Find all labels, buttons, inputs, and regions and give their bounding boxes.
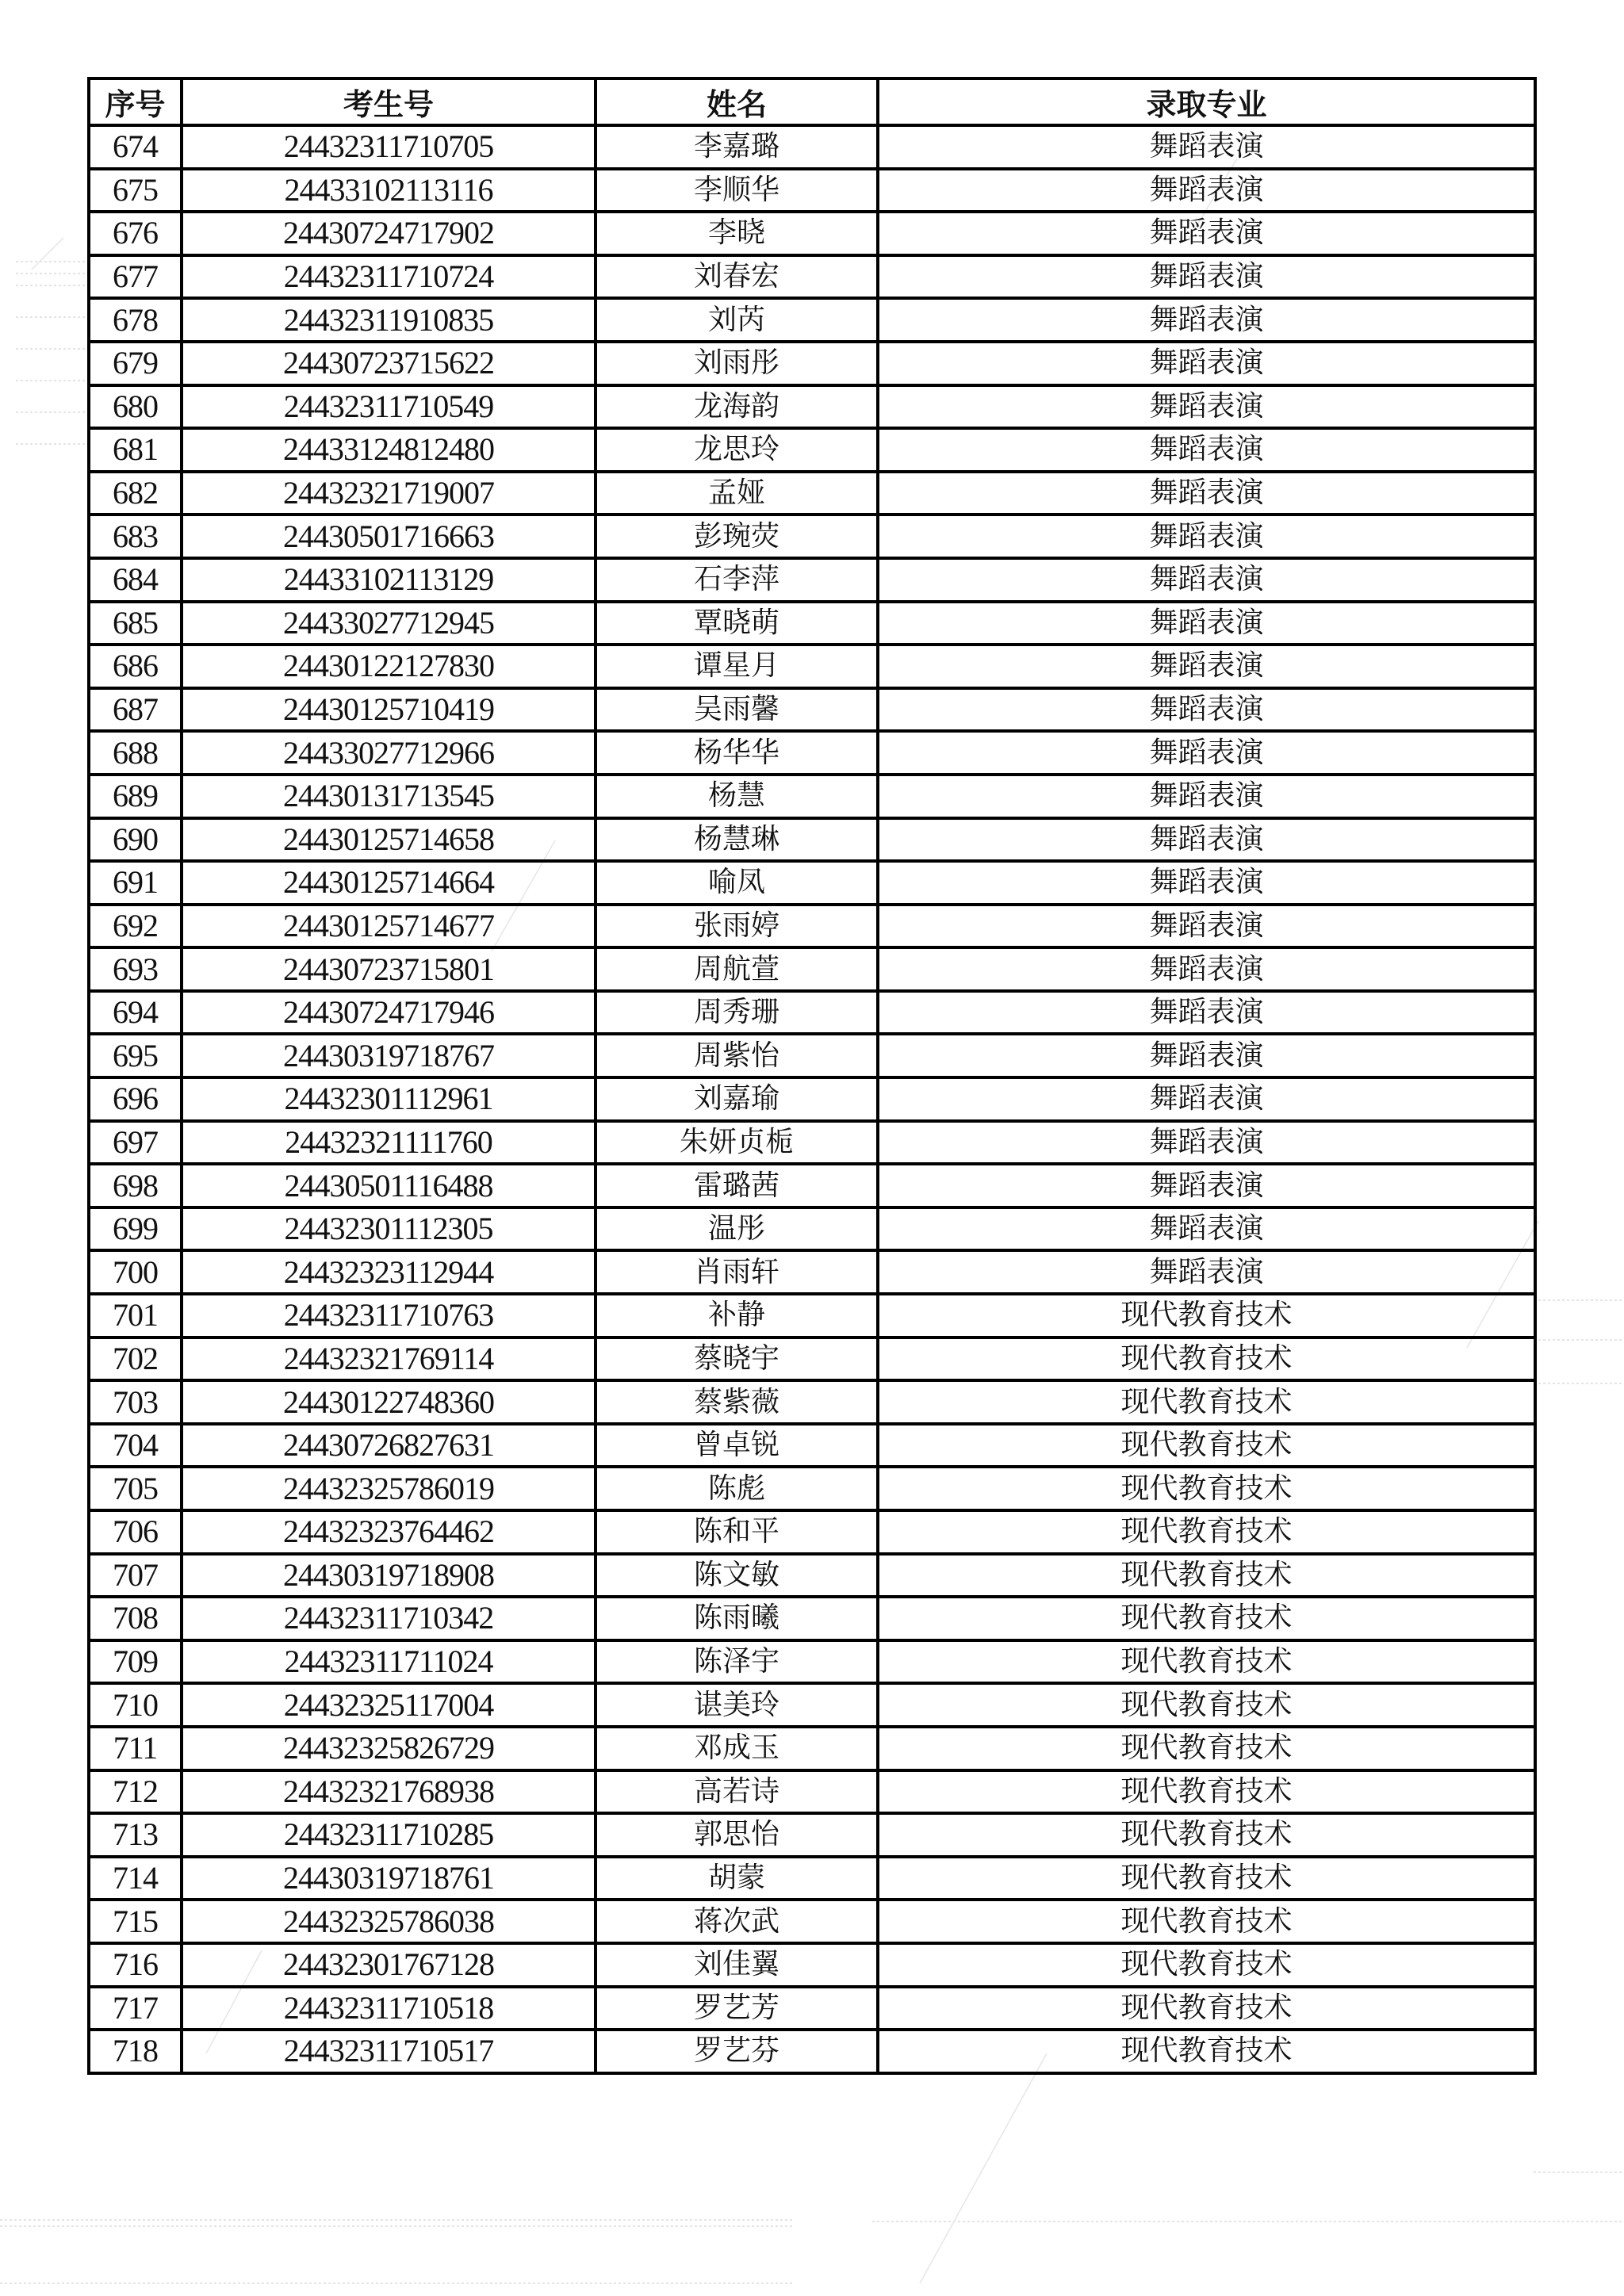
cell-seq: 696: [89, 1077, 182, 1121]
cell-name: 张雨婷: [596, 905, 878, 948]
cell-major: 舞蹈表演: [878, 1207, 1535, 1251]
cell-name: 喻凤: [596, 861, 878, 905]
table-row: [89, 255, 1535, 299]
cell-exam-id: 24432321768938: [182, 1770, 596, 1814]
table-row: [89, 1770, 1535, 1814]
cell-seq: 694: [89, 991, 182, 1035]
cell-exam-id: 24433102113129: [182, 558, 596, 602]
cell-name: 杨慧: [596, 775, 878, 818]
cell-seq: 710: [89, 1683, 182, 1727]
cell-seq: 687: [89, 688, 182, 732]
cell-major: 舞蹈表演: [878, 255, 1535, 299]
cell-major: 舞蹈表演: [878, 688, 1535, 732]
cell-exam-id: 24430122127830: [182, 645, 596, 688]
table-row: [89, 385, 1535, 429]
cell-exam-id: 24433124812480: [182, 428, 596, 472]
cell-exam-id: 24430122748360: [182, 1380, 596, 1424]
cell-major: 舞蹈表演: [878, 385, 1535, 429]
cell-seq: 715: [89, 1900, 182, 1943]
cell-seq: 701: [89, 1294, 182, 1337]
cell-exam-id: 24430724717902: [182, 212, 596, 255]
cell-exam-id: 24432301767128: [182, 1943, 596, 1987]
cell-seq: 713: [89, 1813, 182, 1857]
cell-major: 现代教育技术: [878, 1727, 1535, 1770]
table-row: [89, 731, 1535, 775]
cell-name: 罗艺芳: [596, 1987, 878, 2030]
cell-name: 周紫怡: [596, 1034, 878, 1077]
cell-major: 现代教育技术: [878, 1380, 1535, 1424]
cell-seq: 681: [89, 428, 182, 472]
cell-exam-id: 24430319718908: [182, 1554, 596, 1598]
cell-seq: 675: [89, 169, 182, 212]
cell-name: 蒋次武: [596, 1900, 878, 1943]
cell-exam-id: 24430723715801: [182, 947, 596, 991]
cell-major: 舞蹈表演: [878, 342, 1535, 385]
table-row: [89, 342, 1535, 385]
cell-major: 舞蹈表演: [878, 602, 1535, 645]
table-row: [89, 602, 1535, 645]
cell-major: 舞蹈表演: [878, 947, 1535, 991]
table-row: [89, 1813, 1535, 1857]
table-header-row: [89, 78, 1535, 125]
cell-seq: 677: [89, 255, 182, 299]
table-row: [89, 775, 1535, 818]
cell-exam-id: 24430125714664: [182, 861, 596, 905]
cell-major: 现代教育技术: [878, 1943, 1535, 1987]
column-header-major: 录取专业: [878, 78, 1535, 125]
cell-major: 舞蹈表演: [878, 991, 1535, 1035]
cell-seq: 711: [89, 1727, 182, 1770]
cell-major: 舞蹈表演: [878, 1077, 1535, 1121]
cell-name: 陈雨曦: [596, 1597, 878, 1640]
cell-exam-id: 24432301112961: [182, 1077, 596, 1121]
table-row: [89, 1337, 1535, 1381]
cell-seq: 689: [89, 775, 182, 818]
cell-name: 孟娅: [596, 472, 878, 515]
cell-major: 舞蹈表演: [878, 169, 1535, 212]
cell-seq: 693: [89, 947, 182, 991]
cell-major: 现代教育技术: [878, 2030, 1535, 2073]
cell-major: 现代教育技术: [878, 1554, 1535, 1598]
cell-major: 舞蹈表演: [878, 861, 1535, 905]
cell-major: 现代教育技术: [878, 1987, 1535, 2030]
cell-seq: 698: [89, 1164, 182, 1207]
cell-name: 邓成玉: [596, 1727, 878, 1770]
cell-seq: 684: [89, 558, 182, 602]
cell-name: 杨华华: [596, 731, 878, 775]
cell-name: 雷璐茜: [596, 1164, 878, 1207]
cell-exam-id: 24432311710763: [182, 1294, 596, 1337]
cell-exam-id: 24430125714658: [182, 818, 596, 862]
cell-major: 现代教育技术: [878, 1597, 1535, 1640]
cell-name: 蔡晓宇: [596, 1337, 878, 1381]
table-row: [89, 515, 1535, 558]
cell-major: 现代教育技术: [878, 1900, 1535, 1943]
cell-major: 现代教育技术: [878, 1857, 1535, 1900]
cell-name: 刘春宏: [596, 255, 878, 299]
cell-name: 刘嘉瑜: [596, 1077, 878, 1121]
table-row: [89, 2030, 1535, 2073]
cell-major: 舞蹈表演: [878, 645, 1535, 688]
cell-exam-id: 24432325826729: [182, 1727, 596, 1770]
table-row: [89, 298, 1535, 342]
cell-exam-id: 24432321719007: [182, 472, 596, 515]
cell-major: 现代教育技术: [878, 1510, 1535, 1554]
table-row: [89, 472, 1535, 515]
cell-exam-id: 24432311710285: [182, 1813, 596, 1857]
cell-name: 朱妍贞栀: [596, 1121, 878, 1165]
table-row: [89, 212, 1535, 255]
table-row: [89, 688, 1535, 732]
cell-seq: 692: [89, 905, 182, 948]
cell-exam-id: 24430319718767: [182, 1034, 596, 1077]
cell-name: 蔡紫薇: [596, 1380, 878, 1424]
cell-name: 曾卓锐: [596, 1424, 878, 1468]
table-row: [89, 1943, 1535, 1987]
cell-exam-id: 24430723715622: [182, 342, 596, 385]
cell-major: 舞蹈表演: [878, 558, 1535, 602]
cell-seq: 680: [89, 385, 182, 429]
cell-seq: 700: [89, 1250, 182, 1294]
cell-exam-id: 24432321769114: [182, 1337, 596, 1381]
table-row: [89, 1467, 1535, 1510]
table-row: [89, 1554, 1535, 1598]
cell-seq: 706: [89, 1510, 182, 1554]
cell-name: 吴雨馨: [596, 688, 878, 732]
cell-major: 舞蹈表演: [878, 1121, 1535, 1165]
table-row: [89, 1207, 1535, 1251]
cell-name: 龙思玲: [596, 428, 878, 472]
cell-exam-id: 24430319718761: [182, 1857, 596, 1900]
cell-seq: 709: [89, 1640, 182, 1684]
cell-name: 李晓: [596, 212, 878, 255]
cell-seq: 704: [89, 1424, 182, 1468]
cell-exam-id: 24432301112305: [182, 1207, 596, 1251]
cell-name: 谭星月: [596, 645, 878, 688]
cell-exam-id: 24430726827631: [182, 1424, 596, 1468]
cell-name: 石李萍: [596, 558, 878, 602]
table-row: [89, 1597, 1535, 1640]
cell-major: 舞蹈表演: [878, 1250, 1535, 1294]
cell-seq: 674: [89, 125, 182, 169]
cell-major: 现代教育技术: [878, 1294, 1535, 1337]
table-row: [89, 818, 1535, 862]
table-row: [89, 1727, 1535, 1770]
cell-seq: 718: [89, 2030, 182, 2073]
cell-name: 郭思怡: [596, 1813, 878, 1857]
table-row: [89, 1510, 1535, 1554]
cell-name: 肖雨轩: [596, 1250, 878, 1294]
cell-major: 舞蹈表演: [878, 428, 1535, 472]
table-body: [89, 125, 1535, 2073]
cell-name: 谌美玲: [596, 1683, 878, 1727]
table-row: [89, 1250, 1535, 1294]
cell-name: 李顺华: [596, 169, 878, 212]
cell-seq: 686: [89, 645, 182, 688]
cell-major: 现代教育技术: [878, 1683, 1535, 1727]
table-row: [89, 169, 1535, 212]
cell-seq: 714: [89, 1857, 182, 1900]
table-row: [89, 558, 1535, 602]
cell-name: 补静: [596, 1294, 878, 1337]
cell-name: 胡蒙: [596, 1857, 878, 1900]
cell-name: 陈泽宇: [596, 1640, 878, 1684]
cell-major: 舞蹈表演: [878, 472, 1535, 515]
cell-exam-id: 24432311710724: [182, 255, 596, 299]
cell-name: 龙海韵: [596, 385, 878, 429]
column-header-seq: 序号: [89, 78, 182, 125]
cell-seq: 683: [89, 515, 182, 558]
cell-name: 覃晓萌: [596, 602, 878, 645]
cell-name: 罗艺芬: [596, 2030, 878, 2073]
cell-major: 现代教育技术: [878, 1770, 1535, 1814]
cell-seq: 705: [89, 1467, 182, 1510]
cell-major: 舞蹈表演: [878, 731, 1535, 775]
cell-exam-id: 24433102113116: [182, 169, 596, 212]
cell-major: 舞蹈表演: [878, 818, 1535, 862]
cell-exam-id: 24432325786019: [182, 1467, 596, 1510]
cell-exam-id: 24430125710419: [182, 688, 596, 732]
cell-exam-id: 24432325786038: [182, 1900, 596, 1943]
cell-exam-id: 24430125714677: [182, 905, 596, 948]
cell-exam-id: 24432311710705: [182, 125, 596, 169]
cell-exam-id: 24432311710549: [182, 385, 596, 429]
cell-major: 现代教育技术: [878, 1337, 1535, 1381]
table-row: [89, 1683, 1535, 1727]
cell-major: 现代教育技术: [878, 1467, 1535, 1510]
cell-major: 现代教育技术: [878, 1424, 1535, 1468]
table-row: [89, 1121, 1535, 1165]
cell-exam-id: 24433027712945: [182, 602, 596, 645]
cell-major: 舞蹈表演: [878, 125, 1535, 169]
cell-name: 杨慧琳: [596, 818, 878, 862]
cell-exam-id: 24430131713545: [182, 775, 596, 818]
cell-seq: 708: [89, 1597, 182, 1640]
table-row: [89, 428, 1535, 472]
table-row: [89, 905, 1535, 948]
column-header-name: 姓名: [596, 78, 878, 125]
table-row: [89, 1380, 1535, 1424]
cell-name: 陈和平: [596, 1510, 878, 1554]
cell-exam-id: 24430501116488: [182, 1164, 596, 1207]
column-header-exam-id: 考生号: [182, 78, 596, 125]
cell-major: 舞蹈表演: [878, 775, 1535, 818]
cell-name: 刘芮: [596, 298, 878, 342]
cell-major: 现代教育技术: [878, 1813, 1535, 1857]
cell-seq: 690: [89, 818, 182, 862]
cell-seq: 678: [89, 298, 182, 342]
cell-major: 舞蹈表演: [878, 1164, 1535, 1207]
table-row: [89, 645, 1535, 688]
table-row: [89, 1164, 1535, 1207]
cell-exam-id: 24432311710518: [182, 1987, 596, 2030]
cell-exam-id: 24432321111760: [182, 1121, 596, 1165]
cell-major: 舞蹈表演: [878, 1034, 1535, 1077]
cell-major: 舞蹈表演: [878, 515, 1535, 558]
table-row: [89, 861, 1535, 905]
cell-seq: 691: [89, 861, 182, 905]
cell-name: 彭琬荧: [596, 515, 878, 558]
cell-seq: 695: [89, 1034, 182, 1077]
cell-name: 陈文敏: [596, 1554, 878, 1598]
table-row: [89, 1857, 1535, 1900]
admission-table: [87, 77, 1537, 2075]
cell-major: 舞蹈表演: [878, 212, 1535, 255]
cell-name: 刘雨彤: [596, 342, 878, 385]
cell-name: 温彤: [596, 1207, 878, 1251]
cell-exam-id: 24430501716663: [182, 515, 596, 558]
cell-seq: 685: [89, 602, 182, 645]
cell-name: 陈彪: [596, 1467, 878, 1510]
cell-exam-id: 24432325117004: [182, 1683, 596, 1727]
cell-exam-id: 24432323112944: [182, 1250, 596, 1294]
cell-seq: 702: [89, 1337, 182, 1381]
table-row: [89, 1294, 1535, 1337]
cell-name: 周航萱: [596, 947, 878, 991]
cell-major: 现代教育技术: [878, 1640, 1535, 1684]
cell-seq: 707: [89, 1554, 182, 1598]
table-row: [89, 947, 1535, 991]
cell-exam-id: 24433027712966: [182, 731, 596, 775]
cell-exam-id: 24432311710517: [182, 2030, 596, 2073]
cell-seq: 699: [89, 1207, 182, 1251]
table-row: [89, 1424, 1535, 1468]
cell-exam-id: 24430724717946: [182, 991, 596, 1035]
cell-seq: 688: [89, 731, 182, 775]
cell-seq: 697: [89, 1121, 182, 1165]
table-row: [89, 1077, 1535, 1121]
table-row: [89, 1900, 1535, 1943]
cell-seq: 682: [89, 472, 182, 515]
cell-name: 李嘉璐: [596, 125, 878, 169]
cell-name: 高若诗: [596, 1770, 878, 1814]
table-row: [89, 1034, 1535, 1077]
cell-seq: 703: [89, 1380, 182, 1424]
cell-exam-id: 24432311910835: [182, 298, 596, 342]
cell-exam-id: 24432311710342: [182, 1597, 596, 1640]
cell-seq: 717: [89, 1987, 182, 2030]
table-row: [89, 991, 1535, 1035]
table-row: [89, 125, 1535, 169]
table-row: [89, 1640, 1535, 1684]
cell-major: 舞蹈表演: [878, 298, 1535, 342]
cell-name: 刘佳翼: [596, 1943, 878, 1987]
cell-seq: 679: [89, 342, 182, 385]
cell-seq: 712: [89, 1770, 182, 1814]
table-row: [89, 1987, 1535, 2030]
cell-major: 舞蹈表演: [878, 905, 1535, 948]
cell-exam-id: 24432311711024: [182, 1640, 596, 1684]
cell-seq: 716: [89, 1943, 182, 1987]
cell-name: 周秀珊: [596, 991, 878, 1035]
cell-exam-id: 24432323764462: [182, 1510, 596, 1554]
cell-seq: 676: [89, 212, 182, 255]
